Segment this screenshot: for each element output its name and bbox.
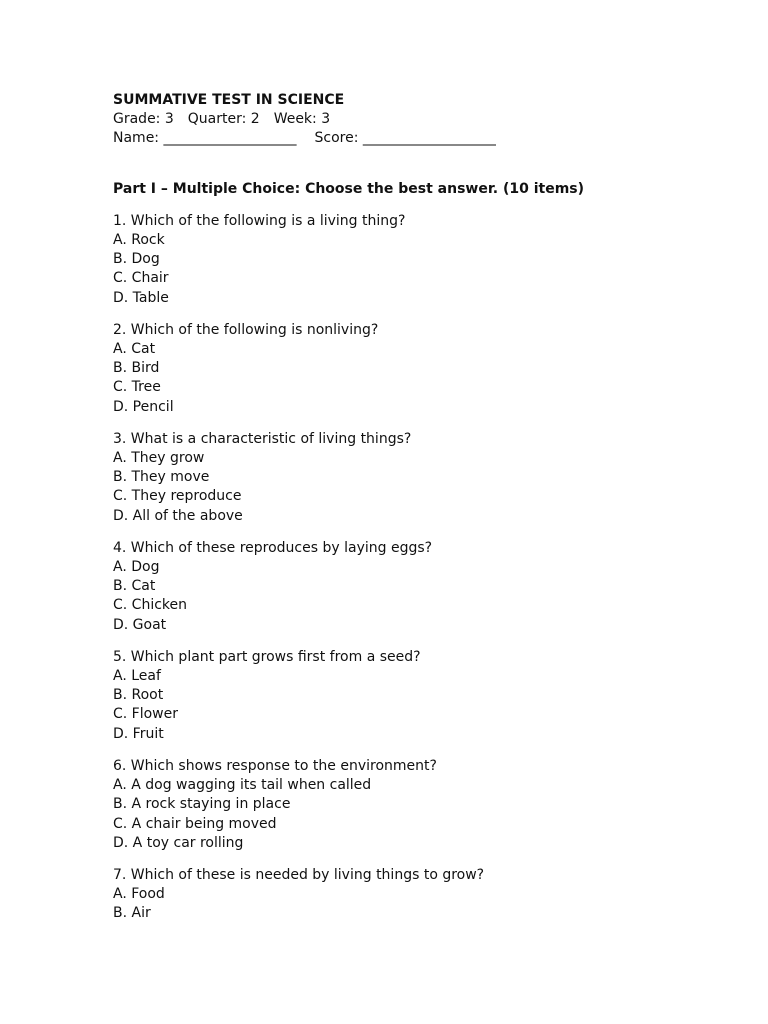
choice-c: C. Chair (113, 270, 169, 287)
test-title: SUMMATIVE TEST IN SCIENCE (113, 92, 345, 108)
name-field: Name: ___________________ (113, 130, 297, 147)
question-text: 4. Which of these reproduces by laying eggs? (113, 539, 433, 556)
question-text: 7. Which of these is needed by living things to grow? (113, 866, 485, 883)
choice-a: A. A dog wagging its tail when called (113, 777, 372, 794)
question-list (113, 212, 713, 924)
question-text: 1. Which of the following is a living thing? (113, 212, 406, 229)
name-score-line (113, 129, 713, 148)
quarter-label: Quarter: 2 (187, 111, 260, 128)
week-label: Week: 3 (273, 111, 331, 128)
question-text: 6. Which shows response to the environment? (113, 757, 437, 774)
choice-c: C. They reproduce (113, 488, 242, 505)
choice-b: B. They move (113, 469, 210, 486)
question-2 (113, 321, 713, 417)
score-field: Score: ___________________ (314, 130, 496, 147)
question-3 (113, 430, 713, 526)
question-7 (113, 866, 713, 924)
choice-c: C. A chair being moved (113, 815, 277, 832)
choice-a: A. They grow (113, 450, 205, 467)
choice-d: D. A toy car rolling (113, 834, 244, 851)
choice-b: B. Root (113, 687, 164, 704)
part-heading: Part I – Multiple Choice: Choose the best answer. (10 items) (113, 180, 585, 197)
choice-b: B. A rock staying in place (113, 796, 291, 813)
choice-b: B. Dog (113, 251, 160, 268)
grade-quarter-week-line (113, 110, 713, 129)
question-text: 2. Which of the following is nonliving? (113, 321, 379, 338)
question-1 (113, 212, 713, 308)
choice-d: D. Fruit (113, 725, 164, 742)
choice-a: A. Food (113, 886, 165, 903)
choice-d: D. Goat (113, 616, 167, 633)
question-4 (113, 539, 713, 635)
choice-b: B. Bird (113, 360, 160, 377)
test-page (113, 91, 713, 924)
grade-label: Grade: 3 (113, 111, 174, 128)
choice-d: D. Pencil (113, 398, 174, 415)
choice-b: B. Air (113, 905, 151, 922)
question-text: 3. What is a characteristic of living things? (113, 430, 412, 447)
choice-c: C. Tree (113, 379, 161, 396)
choice-d: D. All of the above (113, 507, 243, 524)
choice-a: A. Cat (113, 341, 156, 358)
choice-b: B. Cat (113, 578, 156, 595)
choice-a: A. Leaf (113, 668, 161, 685)
choice-c: C. Chicken (113, 597, 188, 614)
choice-d: D. Table (113, 289, 169, 306)
question-5 (113, 648, 713, 744)
choice-c: C. Flower (113, 706, 179, 723)
question-6 (113, 757, 713, 853)
question-text: 5. Which plant part grows first from a seed? (113, 648, 421, 665)
choice-a: A. Dog (113, 559, 160, 576)
choice-a: A. Rock (113, 232, 165, 249)
